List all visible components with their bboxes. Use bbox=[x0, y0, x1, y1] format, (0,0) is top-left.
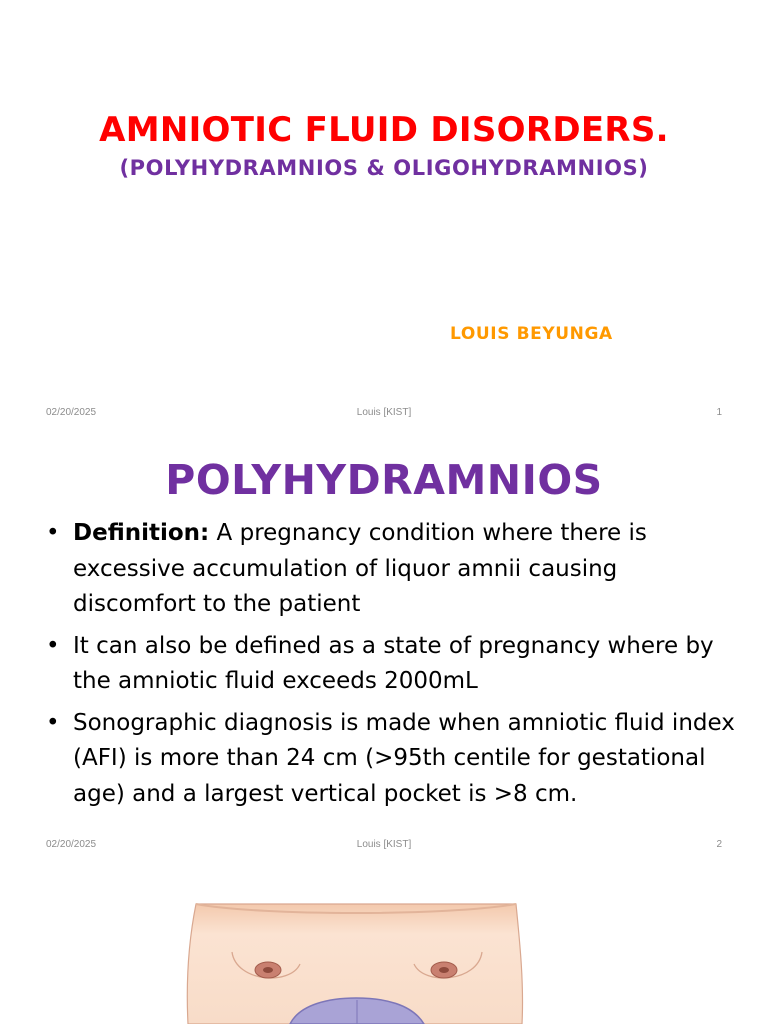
bullet-text: It can also be defined as a state of pregnancy where by the amniotic fluid exceeds 2000mL bbox=[73, 632, 714, 694]
bullet-item bbox=[46, 706, 736, 813]
slide-footer bbox=[0, 407, 768, 421]
slide-subtitle: (POLYHYDRAMNIOS & OLIGOHYDRAMNIOS) bbox=[119, 156, 649, 180]
author-name: LOUIS BEYUNGA bbox=[450, 324, 613, 344]
footer-date: 02/20/2025 bbox=[46, 839, 97, 850]
bullet-text: Sonographic diagnosis is made when amniotic fluid index (AFI) is more than 24 cm (>95th centile for gestational age) and a largest vertical pocket is >8 cm. bbox=[73, 709, 735, 807]
slide-3 bbox=[0, 864, 768, 1024]
footer-date: 02/20/2025 bbox=[46, 407, 97, 418]
bullet-list bbox=[46, 516, 736, 818]
footer-slide-number: 1 bbox=[716, 407, 722, 418]
slide-title: POLYHYDRAMNIOS bbox=[165, 456, 603, 504]
slide-2 bbox=[0, 432, 768, 864]
footer-center: Louis [KIST] bbox=[356, 839, 412, 850]
slide-footer bbox=[0, 839, 768, 853]
slide-title: AMNIOTIC FLUID DISORDERS. bbox=[99, 110, 669, 150]
bullet-item bbox=[46, 516, 736, 623]
footer-slide-number: 2 bbox=[716, 839, 722, 850]
slide-1 bbox=[0, 0, 768, 432]
bullet-item bbox=[46, 629, 736, 700]
footer-center: Louis [KIST] bbox=[356, 407, 412, 418]
pregnant-abdomen-illustration bbox=[0, 864, 768, 1024]
bullet-text: A pregnancy condition where there is excessive accumulation of liquor amnii causing discomfort to the patient bbox=[73, 520, 647, 617]
bullet-label: Definition: bbox=[73, 520, 210, 546]
